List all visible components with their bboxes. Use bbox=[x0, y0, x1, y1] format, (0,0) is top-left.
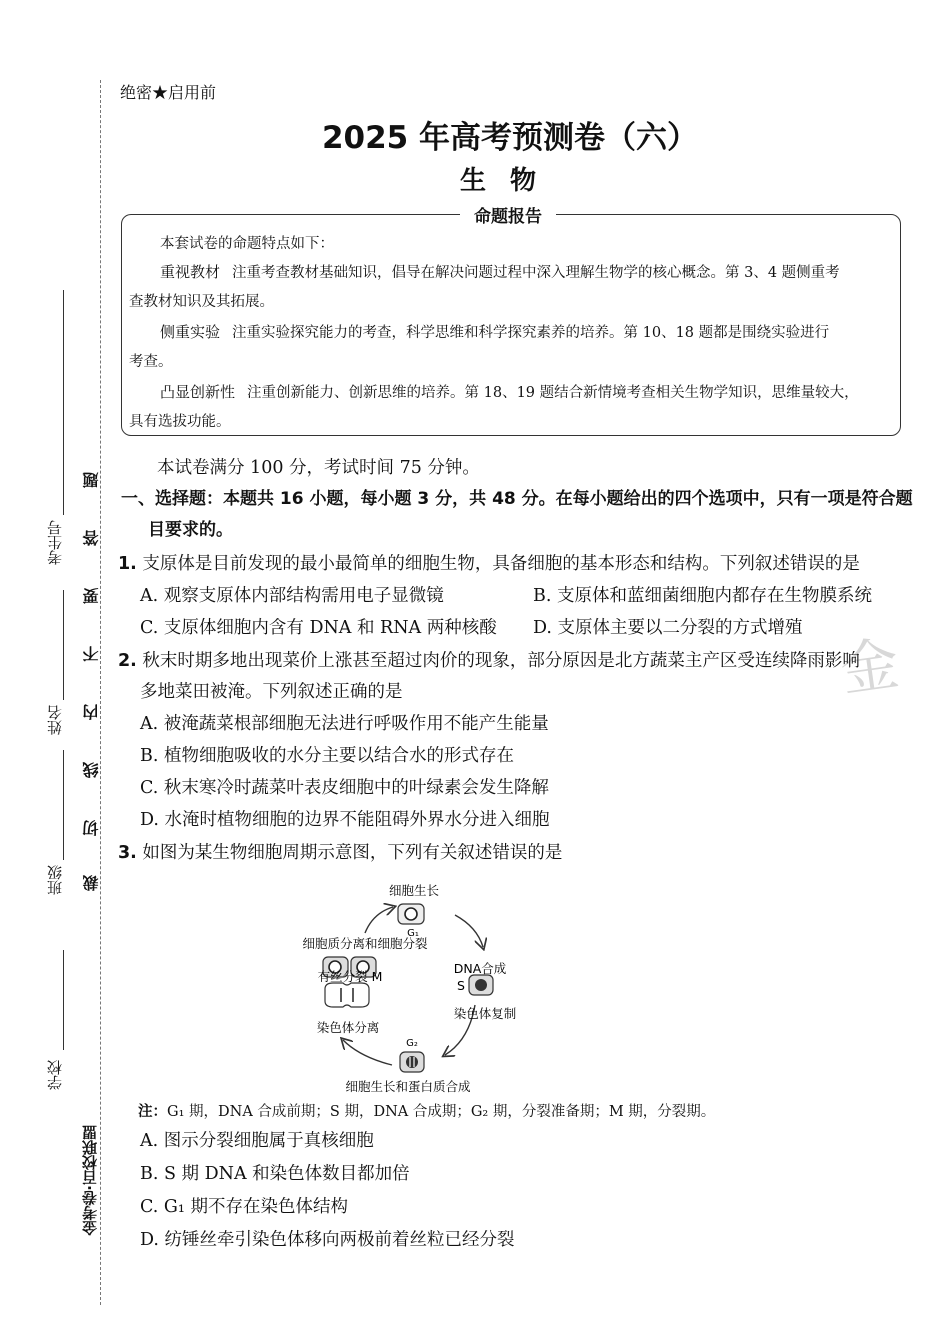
option-d: D. 支原体主要以二分裂的方式增殖 bbox=[533, 618, 803, 638]
question-stem bbox=[118, 552, 860, 576]
option-c: C. 秋末寒冷时蔬菜叶表皮细胞中的叶绿素会发生降解 bbox=[140, 778, 549, 798]
question-text-cont: 多地菜田被淹。下列叙述正确的是 bbox=[140, 682, 403, 702]
report-key: 重视教材 bbox=[160, 263, 221, 281]
confidential-label: 绝密★启用前 bbox=[120, 83, 217, 102]
margin-exam-no-label: 考生号 bbox=[46, 520, 64, 565]
option-b: B. 支原体和蓝细菌细胞内都存在生物膜系统 bbox=[533, 586, 872, 606]
section-heading-cont: 目要求的。 bbox=[148, 520, 233, 540]
mitosis-cell-icon bbox=[325, 983, 369, 1007]
question-text: 如图为某生物细胞周期示意图，下列有关叙述错误的是 bbox=[142, 843, 563, 863]
report-intro: 本套试卷的命题特点如下： bbox=[160, 236, 334, 252]
margin-school-label: 学校 bbox=[46, 1060, 64, 1090]
seal-char: 裁 bbox=[82, 875, 101, 891]
question-number: 3. bbox=[118, 843, 137, 863]
arrow-g1-to-s bbox=[455, 915, 483, 947]
option-b: B. S 期 DNA 和染色体数目都加倍 bbox=[140, 1164, 410, 1184]
question-text: 支原体是目前发现的最小最简单的细胞生物，具备细胞的基本形态和结构。下列叙述错误的是 bbox=[142, 554, 860, 574]
margin-name-label: 姓名 bbox=[46, 705, 64, 735]
arrow-g2-to-m bbox=[343, 1040, 392, 1065]
label-g2: G₂ bbox=[406, 1038, 418, 1049]
option-a: A. 观察支原体内部结构需用电子显微镜 bbox=[140, 586, 444, 606]
label-growth-protein: 细胞生长和蛋白质合成 bbox=[345, 1079, 471, 1094]
school-underline bbox=[63, 950, 64, 1050]
report-text: 注重考查教材基础知识，倡导在解决问题过程中深入理解生物学的核心概念。第 3、4 题侧重考 bbox=[232, 265, 840, 281]
label-s: S bbox=[457, 978, 465, 993]
report-text: 注重实验探究能力的考查，科学思维和科学探究素养的培养。第 10、18 题都是围绕实验进行 bbox=[232, 325, 830, 341]
report-text-cont: 具有选拔功能。 bbox=[129, 414, 231, 430]
seal-char: 要 bbox=[82, 588, 101, 604]
option-a: A. 图示分裂细胞属于真核细胞 bbox=[140, 1131, 374, 1151]
nucleus-icon bbox=[405, 908, 417, 920]
label-dna-synthesis: DNA合成 bbox=[453, 961, 507, 976]
label-g1: G₁ bbox=[407, 928, 419, 939]
report-item bbox=[160, 262, 840, 283]
report-key: 侧重实验 bbox=[160, 323, 221, 341]
margin-class-label: 班级 bbox=[46, 865, 64, 895]
question-stem bbox=[118, 649, 860, 673]
report-text-cont: 考查。 bbox=[129, 354, 173, 370]
brand-label: 金考卷·百校联盟 bbox=[81, 1125, 99, 1236]
label-chromosome-separation: 染色体分离 bbox=[316, 1020, 380, 1035]
page-title: 2025 年高考预测卷（六） bbox=[321, 120, 699, 156]
question-stem bbox=[118, 841, 562, 865]
section-heading: 一、选择题：本题共 16 小题，每小题 3 分，共 48 分。在每小题给出的四个选项中，只有一项是符合题 bbox=[121, 489, 913, 509]
subject-title: 生物 bbox=[459, 166, 560, 196]
binding-dashed-line bbox=[100, 80, 101, 1305]
label-chromosome-replication: 染色体复制 bbox=[453, 1006, 517, 1021]
option-a: A. 被淹蔬菜根部细胞无法进行呼吸作用不能产生能量 bbox=[140, 714, 549, 734]
question-number: 1. bbox=[118, 554, 137, 574]
option-c: C. G₁ 期不存在染色体结构 bbox=[140, 1197, 348, 1217]
exam-no-underline bbox=[63, 290, 64, 515]
seal-char: 切 bbox=[82, 820, 101, 836]
report-text: 注重创新能力、创新思维的培养。第 18、19 题结合新情境考查相关生物学知识，思维量较大， bbox=[247, 385, 859, 401]
diagram-note bbox=[138, 1100, 715, 1121]
question-number: 2. bbox=[118, 651, 137, 671]
watermark-stamp: 金 bbox=[836, 629, 904, 705]
nucleus-icon bbox=[475, 979, 487, 991]
report-key: 凸显创新性 bbox=[160, 383, 236, 401]
nucleus-icon bbox=[406, 1056, 418, 1068]
question-text: 秋末时期多地出现菜价上涨甚至超过肉价的现象，部分原因是北方蔬菜主产区受连续降雨影响 bbox=[142, 651, 860, 671]
class-underline bbox=[63, 750, 64, 860]
option-c: C. 支原体细胞内含有 DNA 和 RNA 两种核酸 bbox=[140, 618, 497, 638]
seal-char: 不 bbox=[82, 646, 101, 662]
note-text: G₁ 期，DNA 合成前期；S 期，DNA 合成期；G₂ 期，分裂准备期；M 期，分裂期。 bbox=[167, 1104, 716, 1120]
seal-char: 线 bbox=[82, 762, 101, 778]
report-item bbox=[160, 382, 859, 403]
report-text-cont: 查教材知识及其拓展。 bbox=[129, 294, 274, 310]
label-mitosis: 有丝分裂 M bbox=[317, 969, 383, 984]
option-d: D. 水淹时植物细胞的边界不能阻碍外界水分进入细胞 bbox=[140, 810, 550, 830]
option-d: D. 纺锤丝牵引染色体移向两极前着丝粒已经分裂 bbox=[140, 1230, 515, 1250]
seal-char: 内 bbox=[82, 704, 101, 720]
seal-char: 答 bbox=[82, 530, 101, 546]
arrow-m-to-g1 bbox=[365, 907, 393, 933]
cell-cycle-diagram bbox=[295, 875, 535, 1100]
report-item bbox=[160, 322, 829, 343]
report-heading: 命题报告 bbox=[460, 202, 556, 227]
exam-info: 本试卷满分 100 分，考试时间 75 分钟。 bbox=[157, 458, 480, 478]
seal-char: 题 bbox=[82, 472, 101, 488]
note-label: 注： bbox=[138, 1104, 167, 1120]
name-underline bbox=[63, 590, 64, 700]
label-cytokinesis: 细胞质分离和细胞分裂 bbox=[302, 936, 428, 951]
option-b: B. 植物细胞吸收的水分主要以结合水的形式存在 bbox=[140, 746, 514, 766]
label-cell-growth: 细胞生长 bbox=[388, 883, 440, 898]
